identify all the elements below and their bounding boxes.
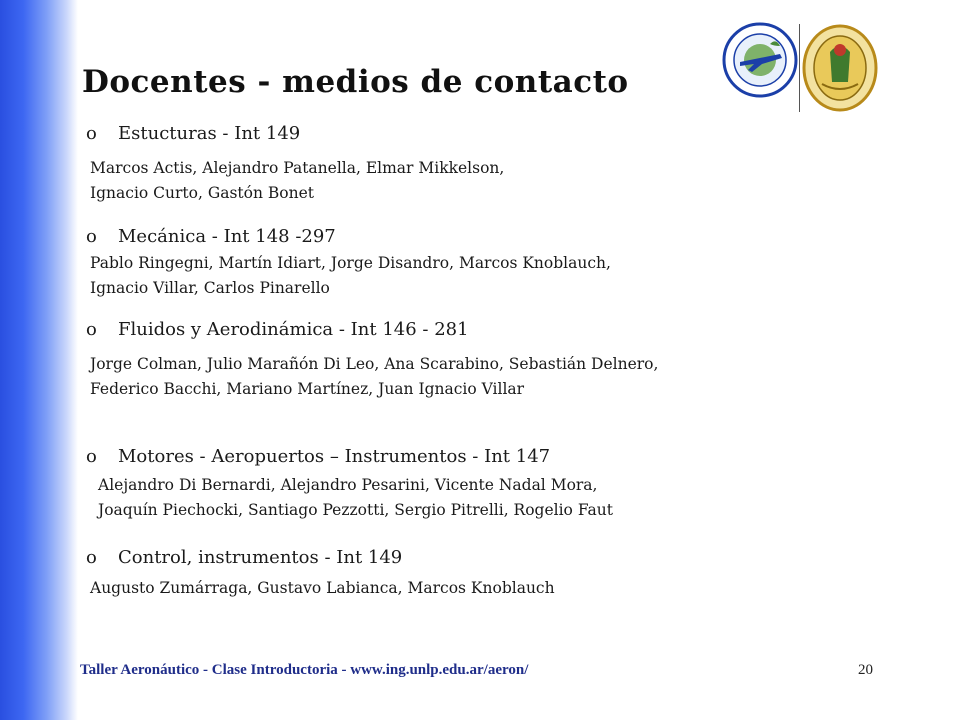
heading-text: Motores - Aeropuertos – Instrumentos - Int 147 bbox=[118, 446, 551, 467]
section-estructuras bbox=[86, 123, 504, 206]
bullet-marker: o bbox=[86, 123, 97, 144]
bullet-marker: o bbox=[86, 547, 97, 568]
heading-text: Fluidos y Aerodinámica - Int 146 - 281 bbox=[118, 319, 469, 340]
section-fluidos bbox=[86, 319, 658, 402]
department-aeronautics-logo bbox=[722, 20, 800, 100]
names-line: Federico Bacchi, Mariano Martínez, Juan Ignacio Villar bbox=[90, 380, 525, 398]
names-list bbox=[86, 352, 658, 402]
section-heading bbox=[86, 446, 613, 467]
section-heading bbox=[86, 547, 555, 568]
section-control bbox=[86, 547, 555, 601]
names-line: Ignacio Villar, Carlos Pinarello bbox=[90, 279, 330, 297]
heading-text: Estucturas - Int 149 bbox=[118, 123, 301, 144]
names-line: Alejandro Di Bernardi, Alejandro Pesarini, Vicente Nadal Mora, bbox=[98, 476, 598, 494]
bullet-marker: o bbox=[86, 446, 97, 467]
section-motores bbox=[86, 446, 613, 523]
section-mecanica bbox=[86, 226, 611, 301]
names-line: Jorge Colman, Julio Marañón Di Leo, Ana Scarabino, Sebastián Delnero, bbox=[90, 355, 659, 373]
names-line: Joaquín Piechocki, Santiago Pezzotti, Sergio Pitrelli, Rogelio Faut bbox=[98, 501, 613, 519]
unlp-university-seal bbox=[800, 22, 880, 114]
heading-text: Control, instrumentos - Int 149 bbox=[118, 547, 403, 568]
names-line: Pablo Ringegni, Martín Idiart, Jorge Disandro, Marcos Knoblauch, bbox=[90, 254, 611, 272]
bullet-marker: o bbox=[86, 226, 97, 247]
names-list bbox=[86, 156, 504, 206]
section-heading bbox=[86, 226, 611, 247]
names-line: Ignacio Curto, Gastón Bonet bbox=[90, 184, 314, 202]
section-heading bbox=[86, 319, 658, 340]
slide-footer: Taller Aeronáutico - Clase Introductoria - www.ing.unlp.edu.ar/aeron/ bbox=[80, 662, 529, 678]
bullet-marker: o bbox=[86, 319, 97, 340]
logos-area bbox=[722, 20, 882, 116]
names-line: Augusto Zumárraga, Gustavo Labianca, Marcos Knoblauch bbox=[90, 579, 555, 597]
sidebar-gradient-bar bbox=[0, 0, 78, 720]
page-number: 20 bbox=[858, 662, 873, 678]
names-list bbox=[86, 251, 611, 301]
slide-title: Docentes - medios de contacto bbox=[82, 64, 629, 100]
names-list bbox=[86, 576, 555, 601]
names-list bbox=[86, 473, 613, 523]
heading-text: Mecánica - Int 148 -297 bbox=[118, 226, 336, 247]
section-heading bbox=[86, 123, 504, 144]
names-line: Marcos Actis, Alejandro Patanella, Elmar Mikkelson, bbox=[90, 159, 505, 177]
